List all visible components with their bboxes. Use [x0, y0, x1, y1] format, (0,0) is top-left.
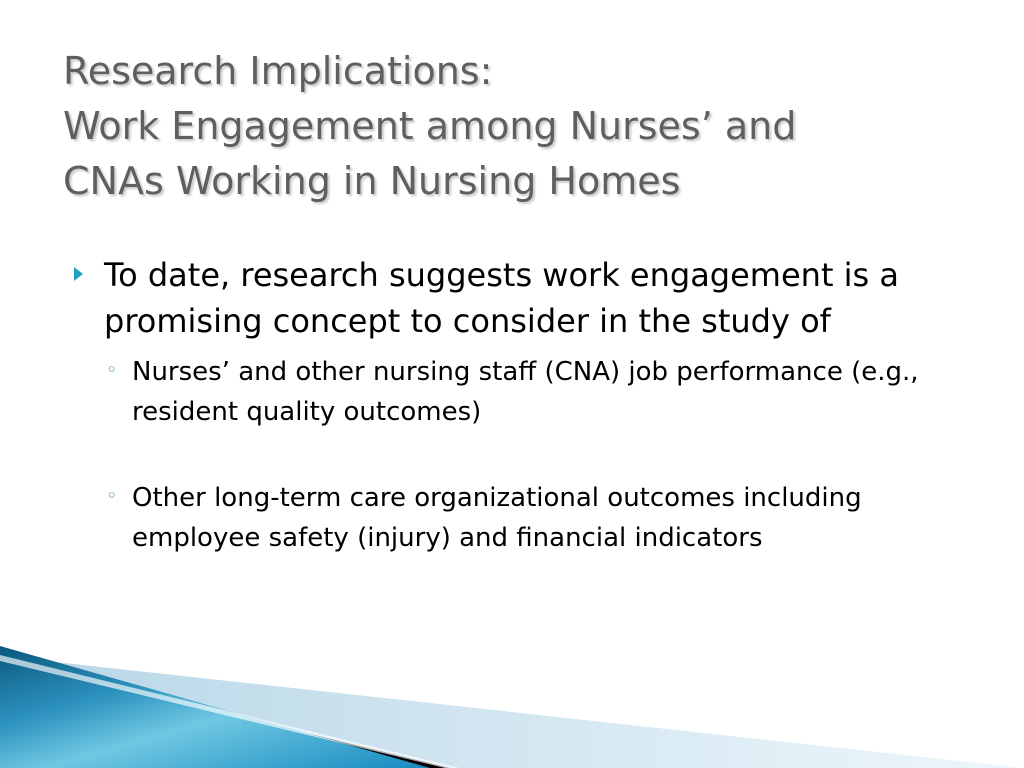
- hollow-circle-bullet-icon: ◦: [106, 359, 118, 381]
- main-bullet-text: To date, research suggests work engagement is a promising concept to consider in the study of: [104, 256, 899, 340]
- title-line-2: Work Engagement among Nurses’ and: [63, 104, 797, 148]
- sub-bullet-list: [74, 352, 974, 558]
- sub-bullet-text: Nurses’ and other nursing staff (CNA) job performance (e.g., resident quality outcomes): [132, 357, 919, 427]
- title-line-3: CNAs Working in Nursing Homes: [63, 159, 681, 203]
- slide-content: [74, 252, 974, 558]
- title-line-1: Research Implications:: [63, 49, 493, 93]
- main-bullet: [74, 252, 974, 344]
- sub-bullet-text: Other long-term care organizational outcomes including employee safety (injury) and financial indicators: [132, 483, 862, 553]
- decorative-corner-graphic: [0, 646, 1024, 768]
- hollow-circle-bullet-icon: ◦: [106, 485, 118, 507]
- blue-triangle-bullet-icon: [74, 267, 83, 281]
- sub-bullet-nursing-performance: [104, 352, 932, 432]
- sub-bullet-organizational-outcomes: [104, 478, 932, 558]
- slide-title: [63, 44, 983, 209]
